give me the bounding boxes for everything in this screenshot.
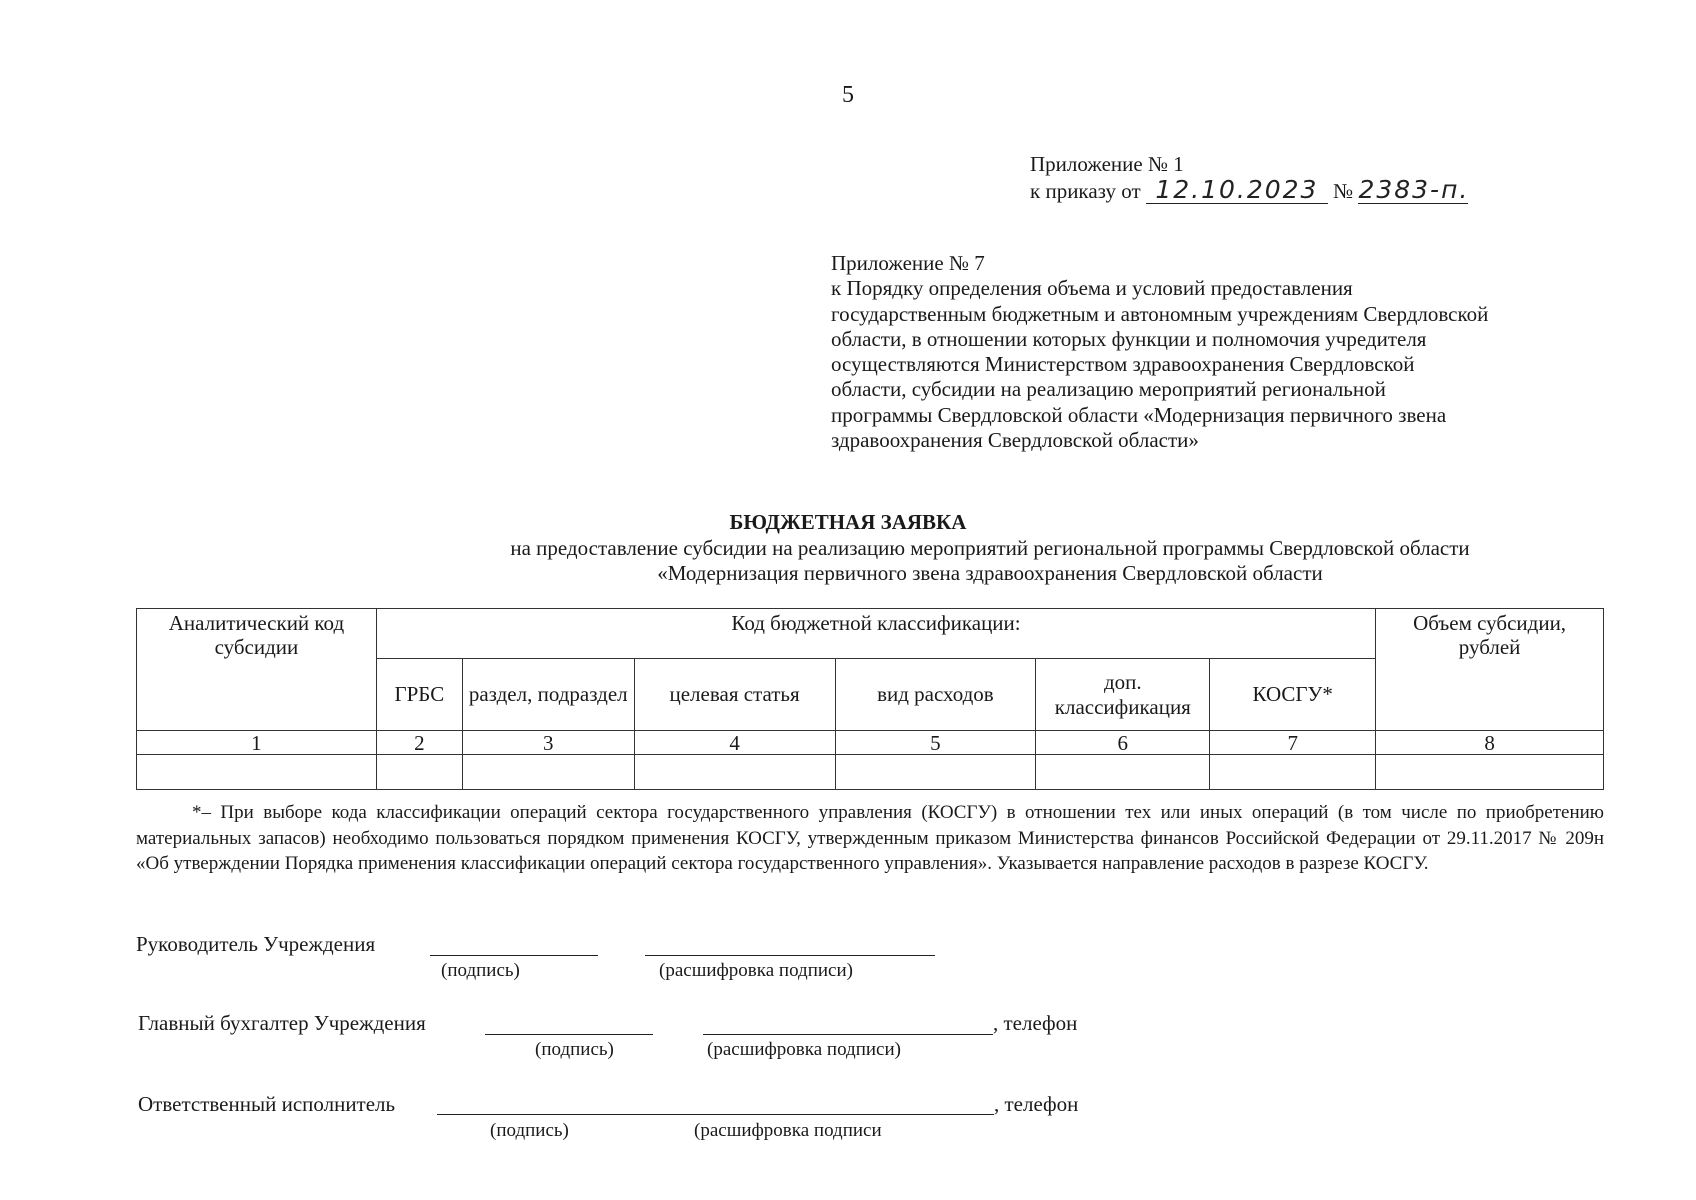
accountant-name-line[interactable] (703, 1033, 993, 1035)
table-cell[interactable] (376, 755, 462, 790)
accountant-name-caption: (расшифровка подписи) (707, 1039, 901, 1060)
appendix-7-line: здравоохранения Свердловской области» (831, 428, 1199, 453)
table-cell[interactable] (1376, 755, 1604, 790)
accountant-phone-label: , телефон (993, 1011, 1078, 1035)
budget-request-table (136, 608, 1604, 790)
table-row-empty (137, 755, 1604, 790)
accountant-signature-caption: (подпись) (535, 1039, 614, 1060)
executor-phone-label: , телефон (994, 1092, 1079, 1116)
head-label: Руководитель Учреждения (136, 932, 376, 956)
footnote: *– При выборе кода классификации операций сектора государственного управления (КОСГУ) в отношении тех или иных операций (в том числе по приобретению материальных запасов) необходимо пользоваться порядком применения КОСГУ, утвержденным приказом Министерства финансов Российской Федерации от 29.11.2017 № 209н «Об утверждении Порядка применения классификации операций сектора государственного управления». Указывается направление расходов в разрезе КОСГУ. (136, 802, 1604, 874)
appendix-7-line: области, в отношении которых функции и полномочия учредителя (831, 326, 1427, 351)
subtitle-line-2: «Модернизация первичного звена здравоохранения Свердловской области (657, 561, 1323, 585)
appendix-1-title: Приложение № 1 (1030, 152, 1184, 176)
header-target-article: целевая статья (634, 659, 835, 731)
header-budget-classification: Код бюджетной классификации: (376, 609, 1375, 659)
header-extra-classification: доп. классификация (1036, 659, 1210, 731)
number-sign: № (1333, 179, 1354, 203)
column-number: 4 (634, 731, 835, 755)
appendix-7-line: области, субсидии на реализацию мероприятий региональной (831, 377, 1386, 402)
accountant-label: Главный бухгалтер Учреждения (138, 1011, 426, 1035)
order-prefix: к приказу от (1030, 179, 1141, 203)
subtitle-line-1: на предоставление субсидии на реализацию мероприятий региональной программы Свердловской области (510, 536, 1470, 560)
table-cell[interactable] (462, 755, 634, 790)
appendix-7-line: осуществляются Министерством здравоохранения Свердловской (831, 352, 1415, 377)
head-name-caption: (расшифровка подписи) (659, 960, 853, 981)
header-grbs: ГРБС (376, 659, 462, 731)
appendix-7-line: государственным бюджетным и автономным учреждениям Свердловской (831, 301, 1489, 326)
column-number: 2 (376, 731, 462, 755)
header-analytic-code: Аналитический код субсидии (137, 609, 377, 731)
column-number: 6 (1036, 731, 1210, 755)
executor-line[interactable] (437, 1113, 994, 1115)
head-name-line[interactable] (645, 954, 935, 956)
appendix-7-line: к Порядку определения объема и условий предоставления (831, 276, 1353, 301)
appendix-7-line: Приложение № 7 (831, 251, 985, 275)
head-signature-line[interactable] (430, 954, 598, 956)
appendix-7-line: программы Свердловской области «Модернизация первичного звена (831, 402, 1447, 427)
column-number: 1 (137, 731, 377, 755)
order-number-handwritten: 2383-п. (1358, 175, 1470, 204)
executor-label: Ответственный исполнитель (138, 1092, 396, 1116)
document-title: БЮДЖЕТНАЯ ЗАЯВКА (729, 510, 967, 534)
appendix-7-block (831, 251, 1611, 453)
table-cell[interactable] (634, 755, 835, 790)
table-cell[interactable] (835, 755, 1036, 790)
table-cell[interactable] (1210, 755, 1376, 790)
order-date-handwritten: 12.10.2023 (1146, 179, 1328, 204)
head-signature-caption: (подпись) (441, 960, 520, 981)
table-cell[interactable] (137, 755, 377, 790)
column-number: 3 (462, 731, 634, 755)
column-number: 5 (835, 731, 1036, 755)
header-kosgu: КОСГУ* (1210, 659, 1376, 731)
header-expense-type: вид расходов (835, 659, 1036, 731)
column-number: 8 (1376, 731, 1604, 755)
column-number: 7 (1210, 731, 1376, 755)
column-number-row (137, 731, 1604, 755)
document-subtitle (360, 536, 1620, 586)
executor-name-caption: (расшифровка подписи (694, 1120, 882, 1141)
appendix-1-block (1030, 151, 1468, 205)
executor-signature-caption: (подпись) (490, 1120, 569, 1141)
header-subsidy-volume (1376, 609, 1604, 731)
page-number: 5 (842, 82, 854, 108)
accountant-signature-line[interactable] (485, 1033, 653, 1035)
header-section: раздел, подраздел (462, 659, 634, 731)
table-cell[interactable] (1036, 755, 1210, 790)
appendix-1-order-line (1030, 175, 1470, 205)
header-subsidy-volume-label: Объем субсидии, рублей (1413, 611, 1567, 659)
